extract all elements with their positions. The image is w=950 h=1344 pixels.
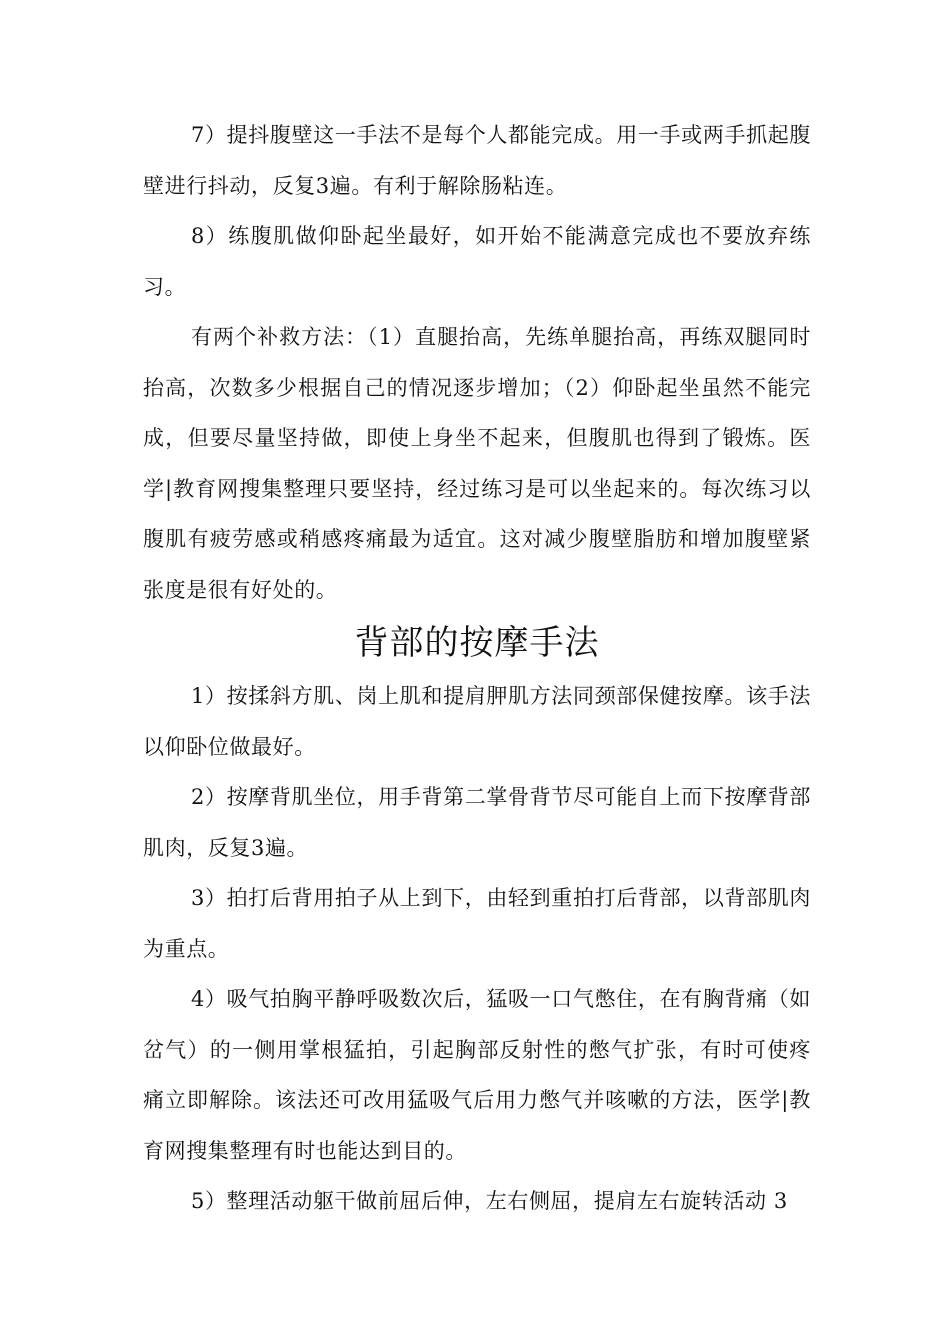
paragraph-5-finishing-activity: 5）整理活动躯干做前屈后伸，左右侧屈，提肩左右旋转活动 3	[191, 1189, 788, 1213]
paragraph-2-back-muscle-massage: 2）按摩背肌坐位，用手背第二掌骨背节尽可能自上而下按摩背部肌肉，反复3遍。	[143, 785, 811, 860]
paragraph-7-shake-abdominal-wall: 7）提抖腹壁这一手法不是每个人都能完成。用一手或两手抓起腹壁进行抖动，反复3遍。有利于解除肠粘连。	[143, 123, 811, 198]
paragraph-4-inhale-pat-chest: 4）吸气拍胸平静呼吸数次后，猛吸一口气憋住，在有胸背痛（如岔气）的一侧用掌根猛拍，引起胸部反射性的憋气扩张，有时可使疼痛立即解除。该法还可改用猛吸气后用力憋气并咳嗽的方法，医学|教育网搜集整理有时也能达到目的。	[143, 987, 811, 1163]
document-body	[143, 110, 811, 1227]
paragraph-remedy-methods: 有两个补救方法：（1）直腿抬高，先练单腿抬高，再练双腿同时抬高，次数多少根据自己的情况逐步增加；（2）仰卧起坐虽然不能完成，但要尽量坚持做，即使上身坐不起来，但腹肌也得到了锻炼。医学|教育网搜集整理只要坚持，经过练习是可以坐起来的。每次练习以腹肌有疲劳感或稍感疼痛最为适宜。这对减少腹壁脂肪和增加腹壁紧张度是很有好处的。	[143, 325, 811, 602]
paragraph-8-abdominal-exercise: 8）练腹肌做仰卧起坐最好，如开始不能满意完成也不要放弃练习。	[143, 224, 811, 299]
paragraph-3-pat-back: 3）拍打后背用拍子从上到下，由轻到重拍打后背部，以背部肌肉为重点。	[143, 886, 811, 961]
paragraph-1-trapezius: 1）按揉斜方肌、岗上肌和提肩胛肌方法同颈部保健按摩。该手法以仰卧位做最好。	[143, 684, 811, 759]
section-heading-back-massage: 背部的按摩手法	[354, 623, 600, 663]
